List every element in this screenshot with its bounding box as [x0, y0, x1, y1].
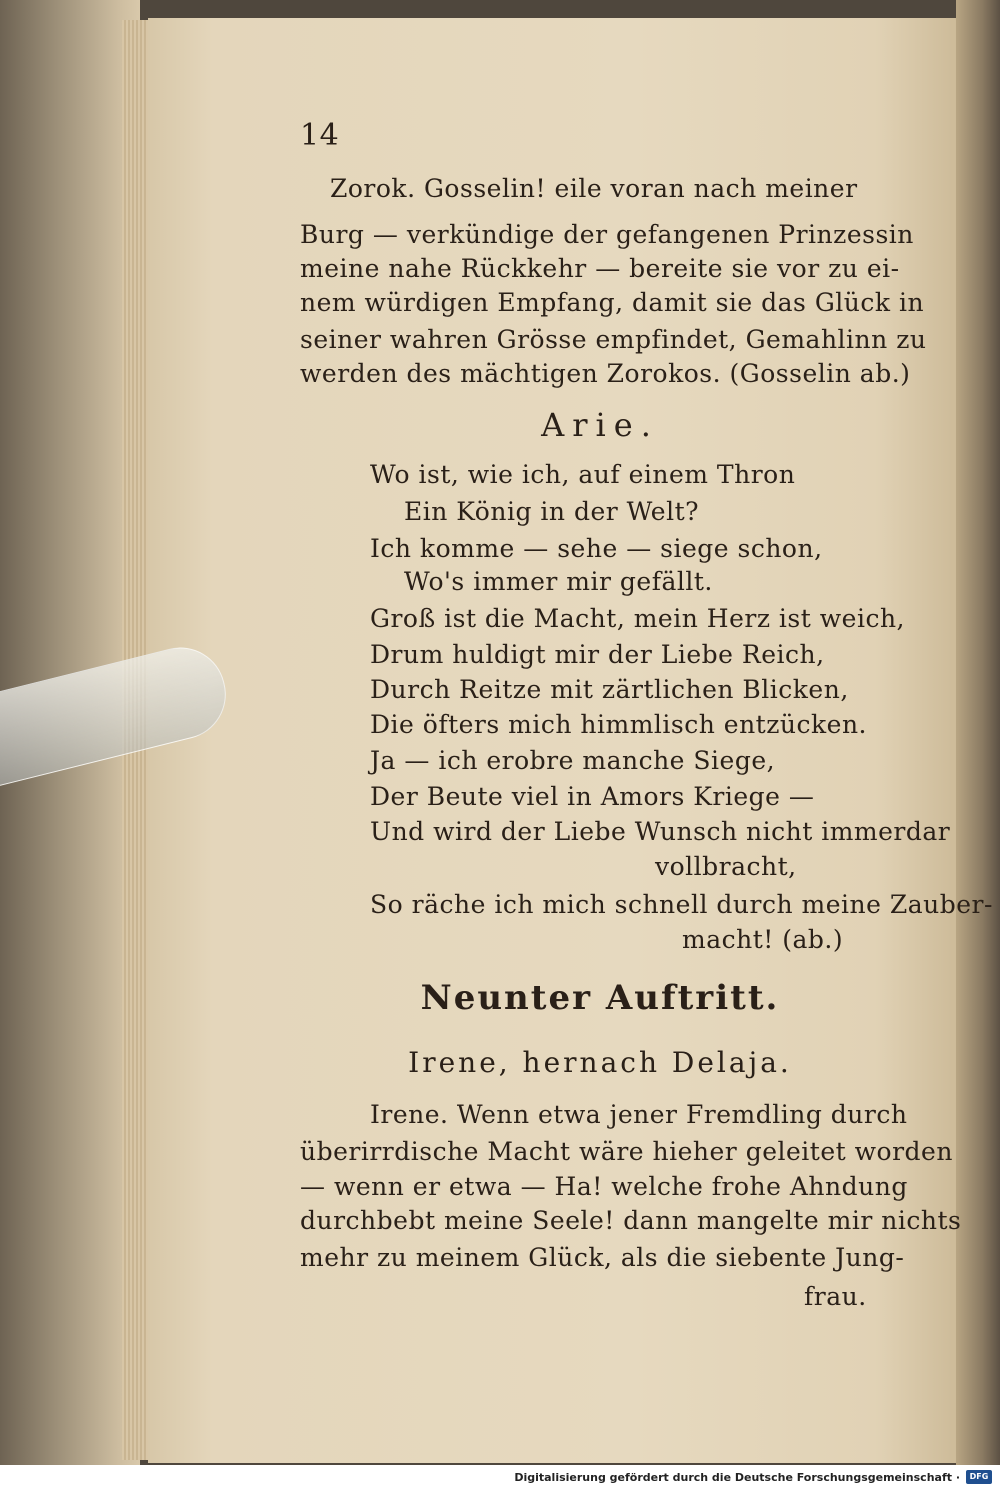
dfg-logo-icon: DFG [966, 1470, 992, 1484]
scene-line: Irene. Wenn etwa jener Fremdling durch [370, 1100, 908, 1129]
page-number: 14 [300, 118, 340, 153]
aria-heading: Arie. [541, 406, 659, 444]
aria-line: Und wird der Liebe Wunsch nicht immerdar [370, 817, 951, 846]
aria-line: Durch Reitze mit zärtlichen Blicken, [370, 675, 849, 704]
scene-line: frau. [804, 1282, 867, 1311]
aria-line: So räche ich mich schnell durch meine Zauber- [370, 890, 993, 919]
footer-credit: Digitalisierung gefördert durch die Deutsche Forschungsgemeinschaft · [514, 1471, 960, 1484]
dialogue-line: Zorok. Gosselin! eile voran nach meiner [330, 174, 858, 203]
scene-line: durchbebt meine Seele! dann mangelte mir nichts [300, 1206, 962, 1235]
digitization-footer [0, 1465, 1000, 1490]
aria-line: Ich komme — sehe — siege schon, [370, 534, 823, 563]
aria-line: macht! (ab.) [682, 925, 844, 954]
scene-line: mehr zu meinem Glück, als die siebente Jung- [300, 1243, 905, 1272]
scene-line: — wenn er etwa — Ha! welche frohe Ahndung [300, 1172, 908, 1201]
aria-line: Ein König in der Welt? [404, 497, 700, 526]
aria-line: Ja — ich erobre manche Siege, [370, 746, 776, 775]
aria-line: Wo's immer mir gefällt. [404, 567, 713, 596]
scene-heading: Neunter Auftritt. [420, 978, 780, 1018]
aria-line: Groß ist die Macht, mein Herz ist weich, [370, 604, 905, 633]
dialogue-line: meine nahe Rückkehr — bereite sie vor zu ei- [300, 254, 900, 283]
dialogue-line: seiner wahren Grösse empfindet, Gemahlinn zu [300, 325, 927, 354]
dialogue-line: werden des mächtigen Zorokos. (Gosselin ab.) [300, 359, 911, 388]
scene-line: überirrdische Macht wäre hieher geleitet worden [300, 1137, 953, 1166]
aria-line: Wo ist, wie ich, auf einem Thron [370, 460, 796, 489]
scene-persons: Irene, hernach Delaja. [408, 1046, 792, 1079]
aria-line: Der Beute viel in Amors Kriege — [370, 782, 815, 811]
book-right-edge [956, 0, 1000, 1465]
aria-line: Die öfters mich himmlisch entzücken. [370, 710, 867, 739]
dialogue-line: Burg — verkündige der gefangenen Prinzessin [300, 220, 914, 249]
dialogue-line: nem würdigen Empfang, damit sie das Glück in [300, 288, 925, 317]
aria-line: Drum huldigt mir der Liebe Reich, [370, 640, 825, 669]
aria-line: vollbracht, [655, 852, 797, 881]
